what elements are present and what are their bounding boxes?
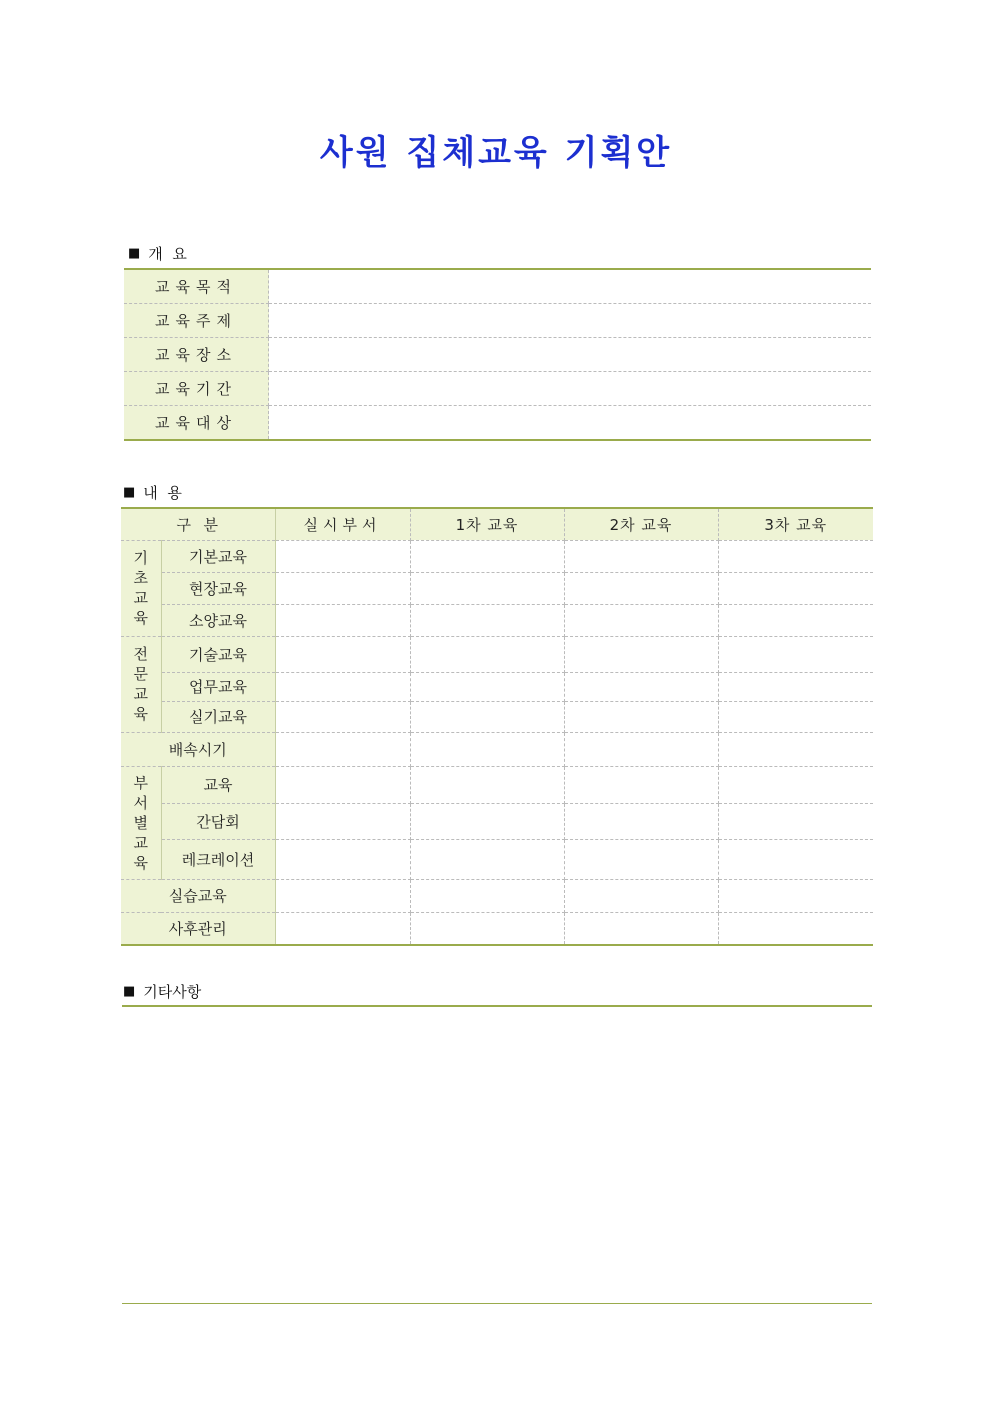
- cell[interactable]: [410, 701, 564, 732]
- table-row: [121, 636, 873, 672]
- cell[interactable]: [410, 912, 564, 945]
- square-bullet-icon: ■: [123, 984, 136, 999]
- footer-rule: [122, 1303, 872, 1304]
- row-label: 레크레이션: [161, 839, 275, 879]
- cell[interactable]: [410, 839, 564, 879]
- row-label-timing: 배속시기: [121, 732, 275, 766]
- table-row: [121, 804, 873, 839]
- table-header-row: [121, 508, 873, 540]
- cell[interactable]: [718, 672, 873, 701]
- group-special-text: 전 문 교 육: [133, 645, 148, 723]
- row-label: 소양교육: [161, 604, 275, 636]
- cell[interactable]: [718, 636, 873, 672]
- cell[interactable]: [410, 540, 564, 572]
- table-row: [121, 701, 873, 732]
- table-row: [124, 338, 871, 372]
- table-row: [121, 839, 873, 879]
- group-dept-label: [121, 766, 161, 879]
- cell[interactable]: [718, 879, 873, 912]
- cell[interactable]: [275, 804, 410, 839]
- cell[interactable]: [564, 912, 718, 945]
- overview-label: 교육대상: [124, 406, 269, 441]
- cell[interactable]: [718, 804, 873, 839]
- cell[interactable]: [275, 672, 410, 701]
- table-row: [121, 732, 873, 766]
- header-round-1: 1차 교육: [410, 508, 564, 540]
- row-label: 간담회: [161, 804, 275, 839]
- overview-label: 교육목적: [124, 269, 269, 304]
- table-row: [121, 912, 873, 945]
- cell[interactable]: [564, 732, 718, 766]
- cell[interactable]: [718, 572, 873, 604]
- cell[interactable]: [275, 839, 410, 879]
- overview-label: 교육장소: [124, 338, 269, 372]
- page-title: 사원 집체교육 기획안: [319, 133, 673, 173]
- cell[interactable]: [410, 804, 564, 839]
- cell[interactable]: [275, 766, 410, 804]
- group-basic-label: [121, 540, 161, 636]
- cell[interactable]: [564, 804, 718, 839]
- cell[interactable]: [564, 879, 718, 912]
- table-row: [121, 672, 873, 701]
- cell[interactable]: [410, 636, 564, 672]
- cell[interactable]: [564, 701, 718, 732]
- overview-value[interactable]: [269, 372, 872, 406]
- row-label-practice: 실습교육: [121, 879, 275, 912]
- cell[interactable]: [564, 572, 718, 604]
- cell[interactable]: [564, 604, 718, 636]
- cell[interactable]: [410, 572, 564, 604]
- cell[interactable]: [718, 912, 873, 945]
- overview-label: 교육기간: [124, 372, 269, 406]
- cell[interactable]: [275, 604, 410, 636]
- group-basic-text: 기 초 교 육: [133, 549, 148, 627]
- row-label: 기본교육: [161, 540, 275, 572]
- cell[interactable]: [718, 604, 873, 636]
- cell[interactable]: [564, 636, 718, 672]
- row-label: 실기교육: [161, 701, 275, 732]
- cell[interactable]: [718, 540, 873, 572]
- table-row: [121, 766, 873, 804]
- overview-value[interactable]: [269, 338, 872, 372]
- cell[interactable]: [410, 766, 564, 804]
- section-content-label: 내 용: [143, 484, 182, 502]
- header-category: 구 분: [121, 508, 275, 540]
- cell[interactable]: [564, 540, 718, 572]
- row-label-followup: 사후관리: [121, 912, 275, 945]
- section-etc-heading: [123, 981, 201, 1002]
- overview-value[interactable]: [269, 304, 872, 338]
- square-bullet-icon: ■: [123, 485, 136, 500]
- table-row: [121, 604, 873, 636]
- cell[interactable]: [564, 766, 718, 804]
- cell[interactable]: [275, 701, 410, 732]
- cell[interactable]: [718, 839, 873, 879]
- overview-value[interactable]: [269, 406, 872, 441]
- overview-table: [124, 268, 871, 441]
- cell[interactable]: [410, 879, 564, 912]
- section-overview-label: 개 요: [148, 245, 187, 263]
- content-table: [121, 507, 873, 946]
- cell[interactable]: [275, 540, 410, 572]
- table-row: [121, 879, 873, 912]
- section-etc-rule: [122, 1005, 872, 1007]
- cell[interactable]: [275, 572, 410, 604]
- cell[interactable]: [564, 672, 718, 701]
- cell[interactable]: [718, 701, 873, 732]
- row-label: 업무교육: [161, 672, 275, 701]
- cell[interactable]: [275, 732, 410, 766]
- section-overview-heading: [128, 243, 187, 264]
- cell[interactable]: [564, 839, 718, 879]
- overview-label: 교육주제: [124, 304, 269, 338]
- square-bullet-icon: ■: [128, 246, 141, 261]
- header-round-2: 2차 교육: [564, 508, 718, 540]
- cell[interactable]: [275, 636, 410, 672]
- group-special-label: [121, 636, 161, 732]
- section-etc-label: 기타사항: [143, 983, 202, 1001]
- table-row: [121, 572, 873, 604]
- header-department: 실시부서: [275, 508, 410, 540]
- group-dept-text: 부 서 별 교 육: [133, 773, 148, 872]
- cell[interactable]: [718, 732, 873, 766]
- section-content-heading: [123, 482, 182, 503]
- header-round-3: 3차 교육: [718, 508, 873, 540]
- cell[interactable]: [718, 766, 873, 804]
- table-row: [124, 269, 871, 304]
- row-label: 기술교육: [161, 636, 275, 672]
- cell[interactable]: [275, 912, 410, 945]
- cell[interactable]: [275, 879, 410, 912]
- row-label: 현장교육: [161, 572, 275, 604]
- table-row: [124, 406, 871, 441]
- row-label: 교육: [161, 766, 275, 804]
- table-row: [121, 540, 873, 572]
- cell[interactable]: [410, 672, 564, 701]
- table-row: [124, 304, 871, 338]
- overview-value[interactable]: [269, 269, 872, 304]
- cell[interactable]: [410, 732, 564, 766]
- table-row: [124, 372, 871, 406]
- cell[interactable]: [410, 604, 564, 636]
